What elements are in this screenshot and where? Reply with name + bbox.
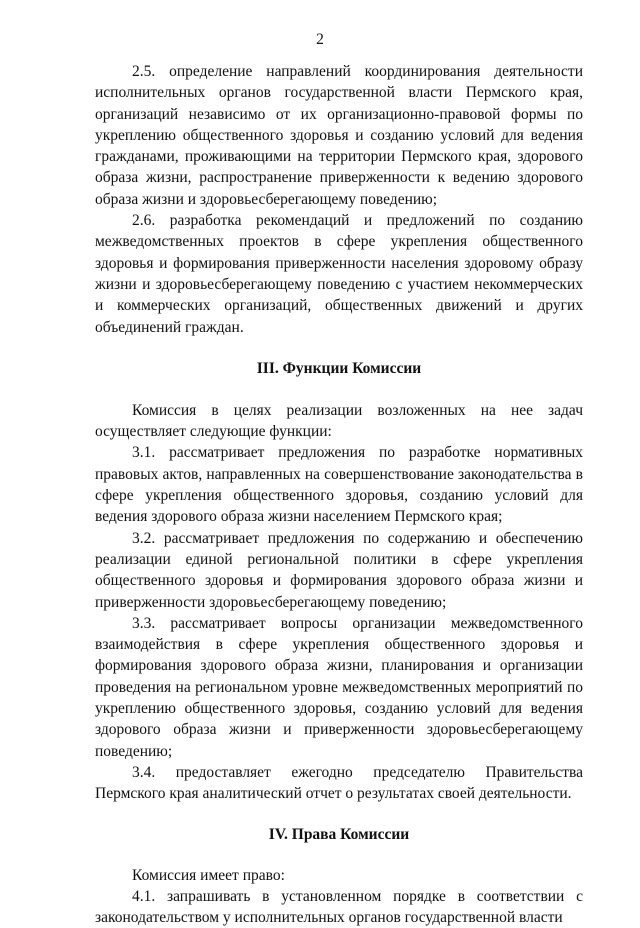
section-4-heading: IV. Права Комиссии — [268, 825, 410, 843]
item-4-1: 4.1. запрашивать в установленном порядке в соответствии с законодательством у исполнительных органов государственной власти — [95, 887, 583, 927]
item-2-6: 2.6. разработка рекомендаций и предложений по созданию межведомственных проектов в сфере укрепления общественного здоровья и формирования приверженности населения здоровому образу жизни и здоровьесберегающему поведению с участием некоммерческих и коммерческих организаций, общественных движений и других объединений граждан. — [95, 212, 583, 336]
item-3-3: 3.3. рассматривает вопросы организации межведомственного взаимодействия в сфере укрепления общественного здоровья и формирования здорового образа жизни, планирования и организации проведения на региональном уровне межведомственных мероприятий по укреплению общественного здоровья, созданию условий для ведения здорового образа жизни и приверженности здоровьесберегающему поведению; — [95, 614, 583, 760]
section-3-heading: III. Функции Комиссии — [256, 359, 422, 377]
item-3-2: 3.2. рассматривает предложения по содержанию и обеспечению реализации единой региональной политики в сфере укрепления общественного здоровья и формирования здорового образа жизни и приверженности здоровьесберегающему поведению; — [95, 529, 583, 611]
document-body — [95, 61, 583, 928]
section-4-intro: Комиссия имеет право: — [132, 866, 285, 884]
item-3-4: 3.4. предоставляет ежегодно председателю Правительства Пермского края аналитический отчет о результатах своей деятельности. — [95, 763, 583, 803]
section-3-intro: Комиссия в целях реализации возложенных на нее задач осуществляет следующие функции: — [95, 401, 583, 441]
page-number: 2 — [316, 31, 324, 48]
item-3-1: 3.1. рассматривает предложения по разработке нормативных правовых актов, направленных на совершенствование законодательства в сфере укрепления общественного здоровья, созданию условий для ведения здорового образа жизни населением Пермского края; — [95, 444, 583, 526]
item-2-5: 2.5. определение направлений координирования деятельности исполнительных органов государственной власти Пермского края, организаций независимо от их организационно-правовой формы по укреплению общественного здоровья и созданию условий для ведения гражданами, проживающими на территории Пермского края, здорового образа жизни, распространение приверженности к ведению здорового образа жизни и здоровьесберегающему поведению; — [95, 63, 583, 208]
